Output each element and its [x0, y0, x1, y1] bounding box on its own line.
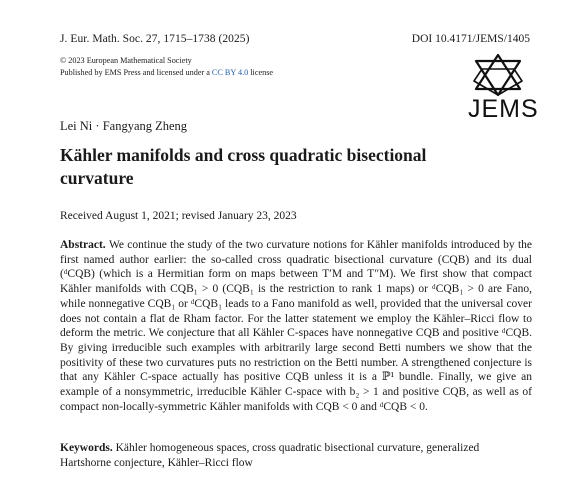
abstract [60, 238, 532, 414]
jems-logo [458, 51, 538, 123]
license-line [60, 67, 273, 79]
copyright-notice [60, 55, 273, 79]
keywords [60, 441, 532, 470]
keywords-label: Keywords. [60, 442, 116, 454]
license-suffix: license [248, 68, 274, 77]
license-link[interactable]: CC BY 4.0 [211, 68, 249, 77]
abstract-text: We continue the study of the two curvature notions for Kähler manifolds introduced by the first named author earlier: the so-called cross quadratic bisectional curvature (CQB) and its dual (ᵈCQB) (which is a Hermitian form on maps between T′M and T″M). We first show that compact Kähler manifolds with CQB₁ > 0 (CQB₁ is the restriction to rank 1 maps) or ᵈCQB₁ > 0 are Fano, while nonnegative CQB₁ or ᵈCQB₁ leads to a Fano manifold as well, provided that the universal cover does not contain a flat de Rham factor. For the latter statement we employ the Kähler–Ricci flow to deform the metric. We conjecture that all Kähler C-spaces have nonnegative CQB and positive ᵈCQB. By giving irreducible such examples with arbitrarily large second Betti numbers we show that the positivity of these two curvatures puts no restriction on the Betti number. A strengthened conjecture is that any Kähler C-space actually has positive CQB unless it is a ℙ¹ bundle. Finally, we give an example of a nonsymmetric, irreducible Kähler C-space with b₂ > 1 and positive CQB, as well as of compact non-locally-symmetric Kähler manifolds with CQB < 0 and ᵈCQB < 0. [60, 239, 533, 413]
received-dates: Received August 1, 2021; revised January 23, 2023 [60, 210, 297, 222]
jems-knot-icon [458, 51, 538, 99]
journal-citation: J. Eur. Math. Soc. 27, 1715–1738 (2025) [60, 33, 250, 45]
abstract-label: Abstract. [60, 239, 109, 251]
license-prefix: Published by EMS Press and licensed under a [60, 68, 212, 77]
authors: Lei Ni · Fangyang Zheng [60, 119, 188, 133]
copyright-line: © 2023 European Mathematical Society [60, 56, 192, 65]
keywords-text: Kähler homogeneous spaces, cross quadratic bisectional curvature, generalized Hartshorne conjecture, Kähler–Ricci flow [60, 442, 480, 469]
doi[interactable]: DOI 10.4171/JEMS/1405 [411, 33, 530, 45]
jems-logo-text: JEMS [468, 95, 539, 123]
paper-title: Kähler manifolds and cross quadratic bisectional curvature [60, 145, 427, 188]
